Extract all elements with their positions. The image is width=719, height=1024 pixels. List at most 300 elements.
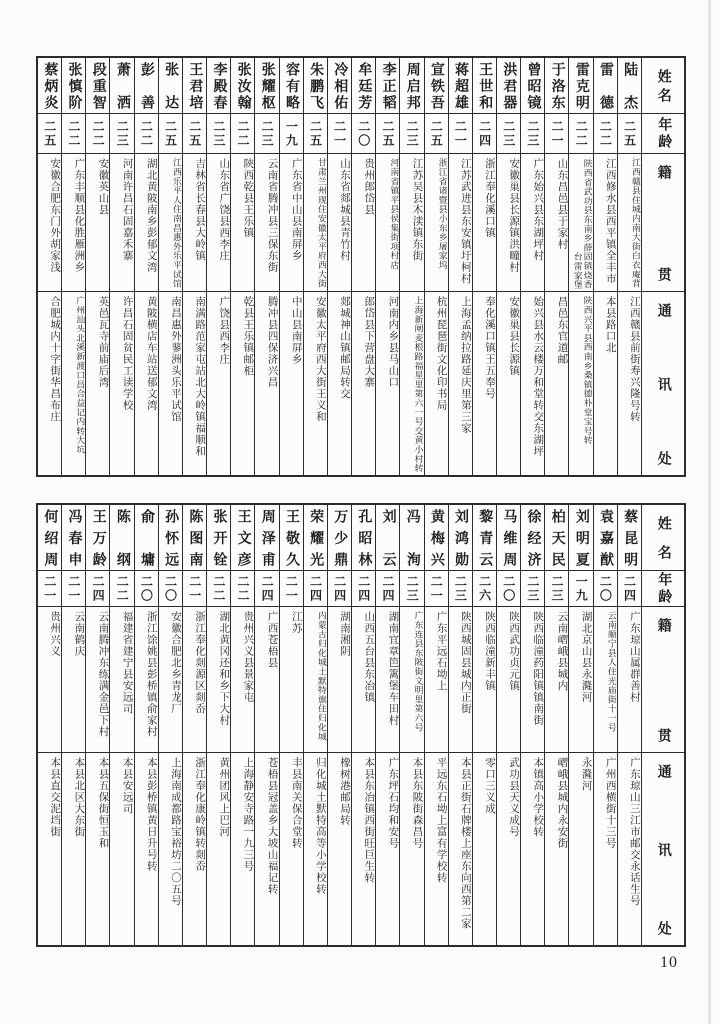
person-address-cell [183, 753, 206, 945]
person-column [159, 58, 183, 475]
person-age-cell [352, 571, 375, 607]
person-origin: 江苏吴县木渎镇东街 [411, 158, 423, 262]
person-name: 冯春申 [66, 509, 82, 566]
person-name: 马维周 [501, 509, 517, 566]
person-column [618, 58, 642, 475]
person-address-cell [521, 292, 544, 475]
person-origin: 陕西临潼新丰镇 [483, 611, 495, 692]
person-column [352, 505, 376, 945]
person-name: 张开铨 [211, 509, 227, 566]
person-name-cell [521, 58, 544, 114]
person-name-cell [304, 58, 327, 114]
person-origin-cell [304, 154, 327, 292]
person-age: 二二 [91, 119, 106, 148]
person-age: 二一 [429, 574, 444, 603]
person-name: 洪君器 [501, 62, 517, 109]
person-origin-cell [569, 607, 592, 753]
person-name-cell [255, 58, 278, 114]
person-origin: 湖南宜章笆篱堡车田村 [387, 611, 399, 726]
person-name-cell [449, 58, 472, 114]
person-column [473, 505, 497, 945]
person-column [304, 58, 328, 475]
person-address-cell [207, 292, 230, 475]
person-origin-cell [521, 154, 544, 292]
person-age-cell [183, 571, 206, 607]
person-age-cell [304, 114, 327, 154]
person-name: 曾昭镜 [525, 62, 541, 109]
person-column [231, 58, 255, 475]
person-name: 张汝翰 [235, 62, 251, 109]
person-address: 杭州琵琶街文化印书局 [435, 296, 447, 411]
person-age: 二五 [380, 119, 395, 148]
person-age: 二二 [115, 574, 130, 603]
person-age-cell [231, 114, 254, 154]
person-column [569, 58, 593, 475]
person-age: 二三 [405, 574, 420, 603]
person-address-cell [400, 753, 423, 945]
person-origin: 浙江省诸暨县小东乡屠家坞 [437, 158, 448, 270]
person-age: 二四 [260, 574, 275, 603]
person-column [425, 58, 449, 475]
person-address-cell [328, 292, 351, 475]
person-name-cell [545, 505, 568, 571]
person-address: 南满路范家屯站北大岭镇福顺和 [194, 296, 206, 457]
person-address-cell [304, 753, 327, 945]
person-origin-cell [449, 607, 472, 753]
person-address: 广饶县西李庄 [218, 296, 230, 365]
person-age-cell [110, 114, 133, 154]
person-name: 荣耀光 [308, 509, 324, 566]
directory-table-bottom [36, 503, 686, 947]
person-age-cell [231, 571, 254, 607]
person-age-cell [594, 114, 617, 154]
person-address: 本县直交泥垱街 [49, 757, 61, 838]
person-column [62, 58, 86, 475]
person-origin-cell [376, 607, 399, 753]
person-name-cell [183, 505, 206, 571]
person-origin: 广东始兴县东湖坪村 [532, 158, 544, 262]
person-address-cell [473, 753, 496, 945]
person-address-cell [280, 753, 303, 945]
person-age: 二三 [115, 119, 130, 148]
person-origin-cell [328, 154, 351, 292]
person-origin-cell [449, 154, 472, 292]
person-age-cell [135, 114, 158, 154]
person-age-cell [86, 114, 109, 154]
person-column [207, 505, 231, 945]
person-address: 平远东石坳上富有学校转 [435, 757, 447, 884]
person-origin-cell [38, 154, 61, 292]
person-origin-cell [110, 607, 133, 753]
person-name-cell [497, 58, 520, 114]
person-age: 二一 [66, 574, 81, 603]
person-name: 蔡炳炎 [42, 62, 58, 109]
person-address: 陕西兴平县西南乡桑镇德朴堂宝号转 [582, 296, 593, 445]
person-column [38, 505, 62, 945]
person-origin: 贵州郎岱县 [363, 158, 375, 216]
person-column [594, 505, 618, 945]
person-name: 刘明夏 [573, 509, 589, 566]
person-age: 二五 [429, 119, 444, 148]
person-column [38, 58, 62, 475]
person-age: 二一 [550, 119, 565, 148]
header-origin: 籍贯 [655, 165, 671, 282]
person-address: 始兴县水云楼万和堂转交东湖坪 [532, 296, 544, 457]
person-age: 二一 [284, 574, 299, 603]
person-origin: 江西赣县住城内南大街白衣庵背 [630, 158, 641, 289]
header-age: 年龄 [656, 571, 672, 606]
person-name: 柏天民 [549, 509, 565, 566]
person-age: 二三 [525, 574, 540, 603]
person-name-cell [594, 58, 617, 114]
person-age: 一九 [284, 119, 299, 148]
person-name-cell [376, 58, 399, 114]
person-origin-cell [135, 607, 158, 753]
person-name-cell [86, 58, 109, 114]
person-address-cell [618, 753, 641, 945]
person-name: 段重智 [90, 62, 106, 109]
person-name-cell [255, 505, 278, 571]
person-address: 本县五保街恒玉和 [97, 757, 109, 849]
person-address-cell [449, 753, 472, 945]
person-address: 南昌惠外蓼洲头乐平试馆 [169, 296, 181, 423]
person-name-cell [159, 505, 182, 571]
person-name: 冷相佑 [332, 62, 348, 109]
person-origin: 山东省郯城县青竹村 [339, 158, 351, 262]
person-address: 广州西横街十三号 [604, 757, 616, 849]
person-address: 本县东冶镇西街旺巨生转 [363, 757, 375, 884]
person-name: 雷克明 [573, 62, 589, 109]
person-address-cell [497, 292, 520, 475]
person-address: 腾冲县四保济兴昌 [266, 296, 278, 388]
person-origin-cell [352, 154, 375, 292]
person-age-cell [376, 114, 399, 154]
person-name-cell [38, 58, 61, 114]
person-name-cell [425, 58, 448, 114]
person-origin-cell [521, 607, 544, 753]
person-origin-cell [62, 154, 85, 292]
person-age-cell [280, 571, 303, 607]
person-name-cell [207, 58, 230, 114]
person-column [207, 58, 231, 475]
person-age: 二〇 [501, 574, 516, 603]
person-column [618, 505, 642, 945]
person-column [376, 505, 400, 945]
person-address-cell [376, 753, 399, 945]
person-name: 王世和 [477, 62, 493, 109]
person-name-cell [497, 505, 520, 571]
person-name: 冯洵 [404, 509, 420, 566]
person-age-cell [62, 571, 85, 607]
person-address-cell [618, 292, 641, 475]
person-name: 孙怀远 [163, 509, 179, 566]
person-address-cell [521, 753, 544, 945]
person-column [280, 58, 304, 475]
person-name-cell [328, 505, 351, 571]
person-origin: 陕西城固县城内正街 [459, 611, 471, 715]
person-origin-cell [618, 154, 641, 292]
person-origin-cell [400, 607, 423, 753]
person-name-cell [352, 58, 375, 114]
person-address: 上海静安寺路一九三号 [242, 757, 254, 872]
person-name-cell [400, 58, 423, 114]
person-age: 二一 [332, 119, 347, 148]
person-name: 张达 [163, 62, 179, 109]
person-address: 本镇高小学校转 [532, 757, 544, 838]
person-address-cell [110, 753, 133, 945]
person-origin-cell [159, 154, 182, 292]
person-origin: 安徽合肥东门外胡家浅 [49, 158, 61, 273]
person-age-cell [62, 114, 85, 154]
header-origin: 籍贯 [655, 618, 671, 743]
person-origin-cell [231, 154, 254, 292]
person-origin: 广东平远石坳上 [435, 611, 447, 692]
person-address: 河南内乡县马山口 [387, 296, 399, 388]
person-name-cell [110, 58, 133, 114]
person-column [135, 505, 159, 945]
header-age: 年龄 [656, 116, 672, 151]
person-column [304, 505, 328, 945]
person-address-cell [352, 292, 375, 475]
person-age-cell [569, 114, 592, 154]
person-name: 李正韬 [380, 62, 396, 109]
person-address-cell [255, 292, 278, 475]
person-origin-cell [159, 607, 182, 753]
person-address-cell [400, 292, 423, 475]
person-origin-cell [425, 607, 448, 753]
person-name-cell [400, 505, 423, 571]
person-age-cell [497, 571, 520, 607]
person-origin-cell [304, 607, 327, 753]
person-age: 二五 [163, 119, 178, 148]
person-origin-cell [473, 607, 496, 753]
person-origin-cell [473, 154, 496, 292]
person-origin-cell [594, 607, 617, 753]
person-address: 广州汕头北溪新渡口昌合益记内转大坑 [75, 296, 86, 455]
person-origin-cell [110, 154, 133, 292]
person-name: 雷德 [597, 62, 613, 109]
person-origin-cell [376, 154, 399, 292]
person-age: 二〇 [356, 119, 371, 148]
person-age-cell [473, 571, 496, 607]
person-age-cell [545, 571, 568, 607]
person-origin: 湖北黄陂南乡彭郁文湾 [145, 158, 157, 273]
person-origin: 云南嶍峨县城内 [556, 611, 568, 692]
person-age-cell [569, 571, 592, 607]
person-age: 二六 [477, 574, 492, 603]
person-name-cell [231, 505, 254, 571]
person-age: 二〇 [598, 574, 613, 603]
person-origin: 云南省腾冲县三保东街 [266, 158, 278, 273]
person-name-cell [62, 58, 85, 114]
person-age: 二四 [622, 574, 637, 603]
person-origin-cell [86, 154, 109, 292]
person-age: 二〇 [139, 574, 154, 603]
person-name-cell [425, 505, 448, 571]
person-column [110, 58, 134, 475]
person-name-cell [618, 58, 641, 114]
person-age-cell [38, 571, 61, 607]
person-age-cell [304, 571, 327, 607]
person-address-cell [545, 753, 568, 945]
person-name-cell [183, 58, 206, 114]
person-name: 蒋超雄 [453, 62, 469, 109]
person-column [86, 58, 110, 475]
person-column [62, 505, 86, 945]
person-name-cell [545, 58, 568, 114]
person-age: 二二 [211, 574, 226, 603]
person-column [110, 505, 134, 945]
person-address-cell [231, 292, 254, 475]
person-name: 牟廷芳 [356, 62, 372, 109]
person-name: 王君培 [187, 62, 203, 109]
person-address-cell [473, 292, 496, 475]
person-column [545, 58, 569, 475]
person-origin-cell [425, 154, 448, 292]
person-address-cell [497, 753, 520, 945]
person-origin-cell [594, 154, 617, 292]
person-address: 安徽巢县长源镇 [508, 296, 520, 377]
person-address-cell [425, 753, 448, 945]
person-column [135, 58, 159, 475]
person-address-cell [183, 292, 206, 475]
person-age-cell [255, 571, 278, 607]
person-column [280, 505, 304, 945]
person-column [521, 505, 545, 945]
person-column [255, 505, 279, 945]
person-column [449, 58, 473, 475]
person-address-cell [449, 292, 472, 475]
person-age: 二三 [405, 119, 420, 148]
person-origin: 江西乐平人住南昌惠外乐平试馆 [171, 158, 182, 289]
person-address: 黄州团风上巴河 [218, 757, 230, 838]
person-origin: 湖南湘阴 [339, 611, 351, 657]
person-age: 二二 [236, 574, 251, 603]
person-name: 蔡昆明 [622, 509, 638, 566]
person-address-cell [328, 753, 351, 945]
person-column [86, 505, 110, 945]
person-name-cell [569, 58, 592, 114]
person-origin: 贵州兴义 [49, 611, 61, 657]
person-age: 二三 [501, 119, 516, 148]
person-name: 何绍周 [42, 509, 58, 566]
person-origin: 云南顺宁县人住光庙街十一号 [606, 611, 617, 732]
scan-edge-artifact [708, 0, 711, 1024]
person-origin-cell [62, 607, 85, 753]
person-name: 周泽甫 [259, 509, 275, 566]
person-age: 二三 [525, 119, 540, 148]
person-origin-cell [135, 154, 158, 292]
person-name: 李殿春 [211, 62, 227, 109]
person-address: 安徽太平府西大街王义和 [314, 296, 326, 423]
person-address: 本县彭桥镇黄日升号转 [145, 757, 157, 872]
person-age: 二四 [356, 574, 371, 603]
person-origin: 山东省广饶县西李庄 [218, 158, 230, 262]
person-origin: 云南腾冲东练满金邑下村 [97, 611, 109, 738]
person-origin: 湖北黄冈还和乡下大村 [218, 611, 230, 726]
person-address-cell [135, 753, 158, 945]
header-name: 姓名 [655, 69, 671, 102]
person-age: 二三 [211, 119, 226, 148]
person-name-cell [618, 505, 641, 571]
person-name: 黎青云 [477, 509, 493, 566]
person-age: 一九 [574, 574, 589, 603]
person-origin-cell [618, 607, 641, 753]
person-address: 归化城土默特高等小学校转 [314, 757, 326, 895]
person-column [183, 505, 207, 945]
person-address: 零口三义成 [483, 757, 495, 815]
person-origin-cell [207, 607, 230, 753]
person-address: 乾县王乐镇邮柜 [242, 296, 254, 377]
person-age: 二四 [91, 574, 106, 603]
page-number: 10 [660, 954, 678, 971]
person-age-cell [352, 114, 375, 154]
person-origin-cell [497, 607, 520, 753]
person-name-cell [207, 505, 230, 571]
person-address-cell [86, 753, 109, 945]
person-origin-cell [400, 154, 423, 292]
person-address: 合肥城内十字街华昌布庄 [49, 296, 61, 423]
person-age-cell [135, 571, 158, 607]
person-name-cell [231, 58, 254, 114]
person-name-cell [62, 505, 85, 571]
person-origin: 甘肃兰州现住安徽太平府西大街 [316, 158, 327, 289]
person-origin: 安徽英山县 [97, 158, 109, 216]
person-origin: 广东琼山属群善村 [628, 611, 640, 703]
person-name: 俞墉 [139, 509, 154, 566]
person-address-cell [38, 753, 61, 945]
person-name-cell [135, 505, 158, 571]
person-age: 二四 [477, 119, 492, 148]
person-name: 陈纲 [114, 509, 130, 566]
person-address: 永漋河 [580, 757, 592, 792]
header-address-cell [642, 292, 684, 475]
person-column [328, 58, 352, 475]
person-age: 二四 [380, 574, 395, 603]
person-origin-cell [255, 154, 278, 292]
person-age-cell [425, 571, 448, 607]
person-age: 二一 [42, 574, 57, 603]
person-address-cell [569, 753, 592, 945]
person-name-cell [569, 505, 592, 571]
person-name-cell [135, 58, 158, 114]
person-origin-cell [280, 154, 303, 292]
person-origin: 广东连县东陂街文明里第六号 [413, 611, 424, 732]
person-name: 袁嘉猷 [597, 509, 613, 566]
person-name-cell [521, 505, 544, 571]
person-column [352, 58, 376, 475]
person-age: 二五 [622, 119, 637, 148]
person-age-cell [159, 114, 182, 154]
header-name-cell [642, 58, 684, 114]
person-name-cell [280, 505, 303, 571]
person-address: 许昌石固贫民工读学校 [121, 296, 133, 411]
person-age-cell [255, 114, 278, 154]
person-column [376, 58, 400, 475]
person-column [425, 505, 449, 945]
person-address: 苍梧县冠盖乡大坡山福记转 [266, 757, 278, 895]
person-address-cell [86, 292, 109, 475]
person-address: 奉化溪口镇王五奉号 [483, 296, 495, 400]
person-age: 二五 [187, 119, 202, 148]
person-age: 二五 [308, 119, 323, 148]
person-age: 二五 [42, 119, 57, 148]
person-address: 昌邑东官道邮 [556, 296, 568, 365]
person-column [497, 505, 521, 945]
person-origin-cell [183, 607, 206, 753]
person-age: 二一 [453, 119, 468, 148]
person-name: 萧洒 [114, 62, 130, 109]
